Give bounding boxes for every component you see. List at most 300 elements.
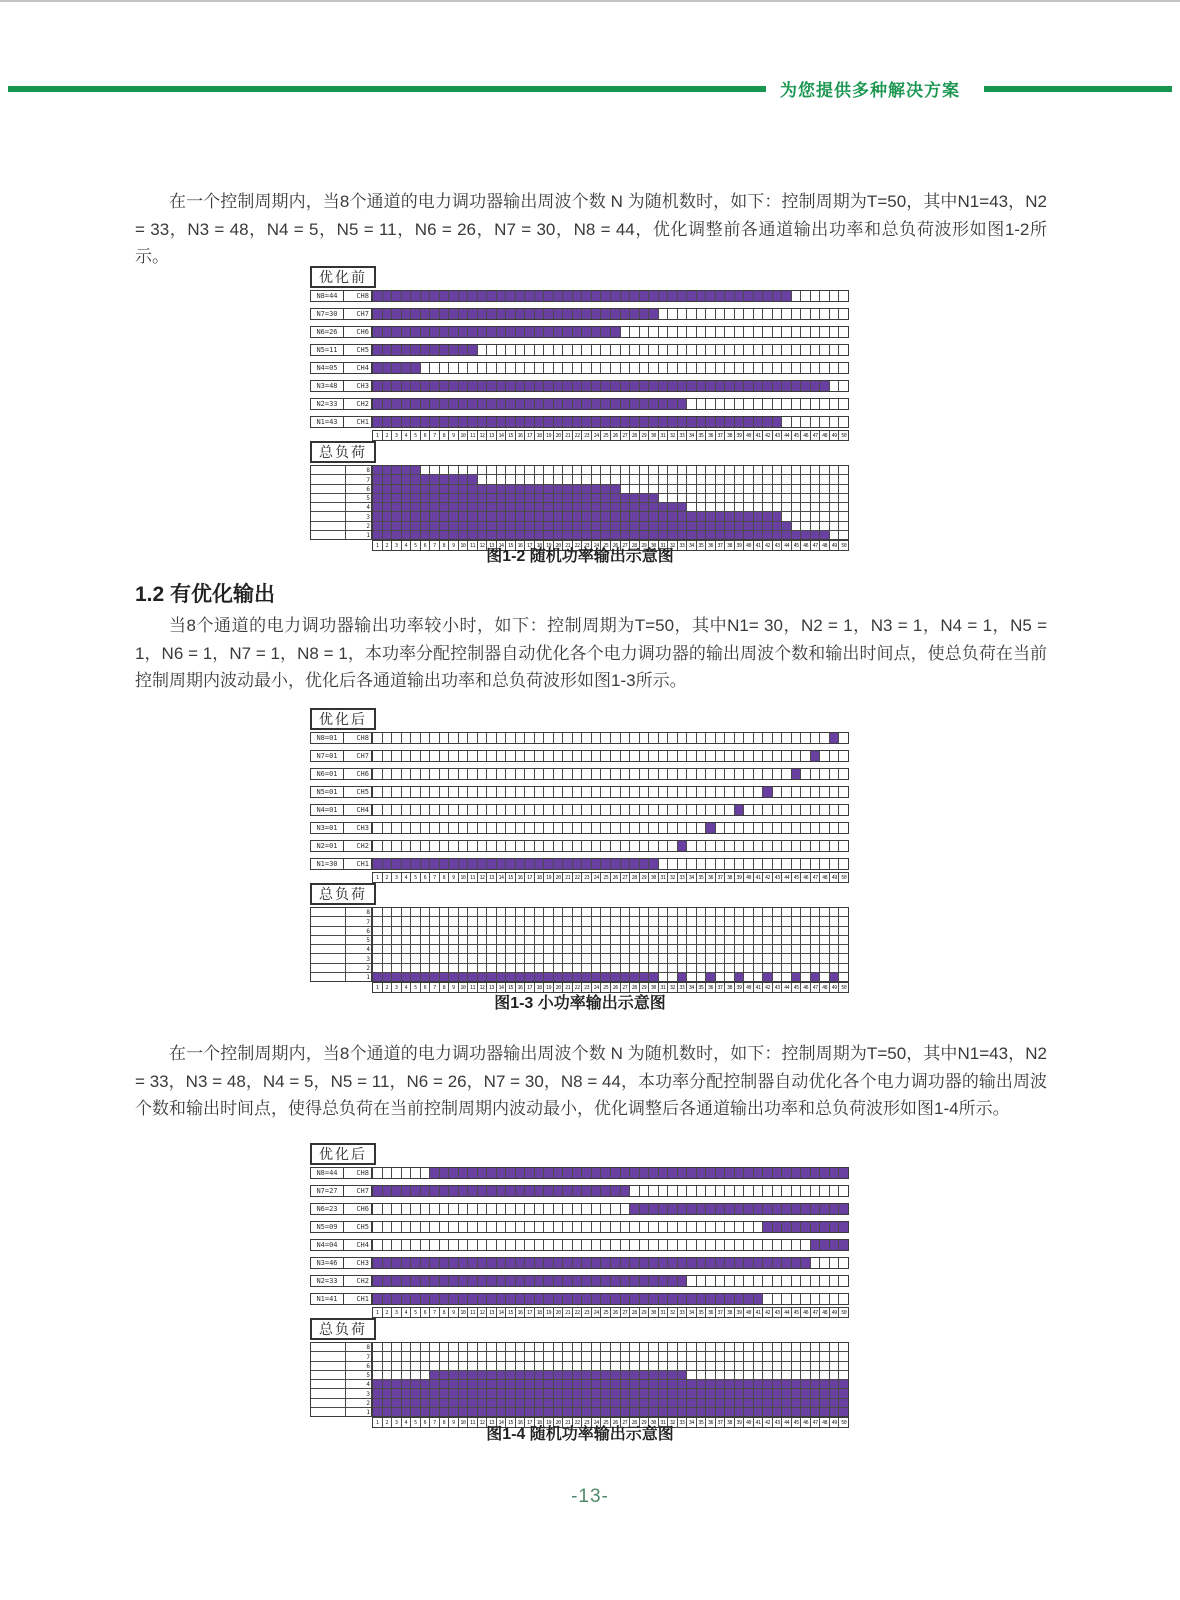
load-cell [468,522,477,530]
axis-cell: 24 [593,1419,599,1426]
cycle-cell [820,1276,829,1286]
cycle-cell [440,291,449,301]
load-cell [421,1380,430,1388]
load-cell [725,908,734,916]
load-cell [801,1389,810,1397]
cycle-cell [611,1258,620,1268]
cycle-cell [725,309,734,319]
cycle-cell [801,399,810,409]
axis-cell: 36 [707,984,713,991]
cycle-cell [573,823,582,833]
load-cell [782,485,791,493]
load-cell [706,1352,715,1360]
load-cell [592,1408,601,1416]
cycle-cell [649,841,658,851]
load-cell [468,973,477,981]
load-cell [582,1371,591,1379]
cycle-cell [525,841,534,851]
cycle-cell [421,841,430,851]
load-cell [801,485,810,493]
load-cell [621,927,630,935]
axis-cell: 45 [793,1419,799,1426]
load-cell [459,466,468,474]
load-cell [668,1343,677,1351]
cycle-cell [839,381,848,391]
axis-cell: 49 [831,542,837,549]
axis-cell: 19 [546,1309,552,1316]
cycle-cell [430,787,439,797]
cycle-cell [801,1168,810,1178]
cycle-cell [449,291,458,301]
load-cell [706,494,715,502]
load-cell [411,917,420,925]
cycle-cell [668,1276,677,1286]
axis-cell: 22 [574,432,580,439]
cycle-cell [782,733,791,743]
load-cell [621,466,630,474]
load-cell [478,954,487,962]
cycle-cell [582,417,591,427]
cycle-cell [383,381,392,391]
load-cell [830,927,839,935]
cycle-cell [754,841,763,851]
load-cell [468,917,477,925]
channel-row [310,398,849,410]
cycle-cell [535,733,544,743]
load-cell [668,945,677,953]
load-cell [735,466,744,474]
cycle-cell [582,859,591,869]
axis-cell: 20 [555,432,561,439]
load-cell [525,945,534,953]
load-cell [839,927,848,935]
load-cell [621,1408,630,1416]
axis-cell: 40 [746,1419,752,1426]
load-cell [563,466,572,474]
load-cell [478,512,487,520]
load-cell [544,954,553,962]
load-cell [592,1352,601,1360]
load-cell [373,1408,382,1416]
cycle-cell [516,1294,525,1304]
load-cell [678,936,687,944]
load-cell [383,1362,392,1370]
channel-ch-label: CH3 [344,822,372,834]
load-cell [678,1399,687,1407]
axis-cell: 5 [411,983,420,992]
cycle-cell [525,363,534,373]
load-label-spacer [311,973,345,981]
load-cell [697,973,706,981]
load-cell [592,1343,601,1351]
axis-cell: 14 [498,1309,504,1316]
cycle-cell [440,1294,449,1304]
cycle-cell [820,841,829,851]
cycle-cell [792,859,801,869]
cycle-cell [792,805,801,815]
cycle-cell [554,417,563,427]
load-cell [649,494,658,502]
cycle-cell [592,399,601,409]
cycle-cell [687,345,696,355]
load-cell [554,954,563,962]
load-cell [725,1380,734,1388]
cycle-cell [468,787,477,797]
cycle-cell [697,1276,706,1286]
load-cell [402,973,411,981]
cycle-cell [535,1168,544,1178]
cycle-cell [497,1276,506,1286]
cycle-cell [839,787,848,797]
load-cell [754,927,763,935]
cycle-cell [582,363,591,373]
load-cell [697,503,706,511]
load-cell [659,531,668,539]
cycle-cell [611,787,620,797]
load-cell [706,522,715,530]
load-cell [668,927,677,935]
cycle-cell [601,1186,610,1196]
load-cell [735,964,744,972]
axis-cell: 8 [440,983,449,992]
cycle-cell [421,327,430,337]
cycle-cell [373,805,382,815]
load-cell [430,945,439,953]
load-cell [621,973,630,981]
cycle-cell [525,769,534,779]
cycle-cell [592,733,601,743]
cycle-cell [725,327,734,337]
load-cell [411,466,420,474]
load-cell [754,973,763,981]
cycle-cell [716,291,725,301]
cycle-cell [687,1240,696,1250]
load-label-spacer [311,494,345,502]
load-cell [659,485,668,493]
axis-cell: 2 [383,983,392,992]
load-cell [640,964,649,972]
load-label-spacer [311,954,345,962]
load-cell [763,927,772,935]
load-cell [782,1343,791,1351]
cycle-cell [468,805,477,815]
load-cell [792,1362,801,1370]
cycle-cell [820,733,829,743]
load-cell [573,494,582,502]
axis-cell: 14 [498,542,504,549]
cycle-cell [792,399,801,409]
load-cell [792,964,801,972]
cycle-cell [621,841,630,851]
axis-cell: 37 [717,432,723,439]
cycle-cell [525,345,534,355]
load-cell [716,1362,725,1370]
load-level-cell: 2 [346,1399,371,1407]
load-level-cell: 2 [346,964,371,972]
load-cell [468,1352,477,1360]
cycle-cell [478,823,487,833]
load-cell [725,936,734,944]
load-cell [601,954,610,962]
cycle-cell [383,1186,392,1196]
load-cell [773,485,782,493]
cycle-cell [839,805,848,815]
load-label-spacer [311,1362,345,1370]
axis-cell: 6 [421,873,430,882]
load-cell [506,531,515,539]
load-cell [659,494,668,502]
load-cell [497,936,506,944]
cycle-cell [754,327,763,337]
load-cell [716,1371,725,1379]
axis-cell: 42 [765,542,771,549]
cycle-cell [706,1258,715,1268]
axis-cell: 25 [603,1309,609,1316]
axis-cell: 46 [803,874,809,881]
cycle-cell [573,733,582,743]
cycle-cell [773,1258,782,1268]
cycle-cell [440,381,449,391]
cycle-cell [649,751,658,761]
cycle-cell [535,1204,544,1214]
load-cell [573,466,582,474]
load-cell [611,1371,620,1379]
load-cell [459,512,468,520]
cycle-cell [373,381,382,391]
load-cell [801,954,810,962]
cycle-cell [582,1168,591,1178]
cycle-cell [630,841,639,851]
load-cell [478,531,487,539]
axis-cell: 26 [612,1309,618,1316]
load-cell [621,936,630,944]
axis-cell: 33 [679,874,685,881]
load-cell [678,945,687,953]
cycle-cell [573,309,582,319]
load-cell [744,1343,753,1351]
load-cell [801,964,810,972]
load-cell [782,475,791,483]
load-cell-grid [372,907,849,982]
load-cell [820,1371,829,1379]
cycle-cell [687,381,696,391]
load-cell [506,908,515,916]
cycle-cell [373,1240,382,1250]
load-cell [640,1343,649,1351]
cycle-cell [697,1294,706,1304]
load-cell [430,973,439,981]
cycle-cell [525,327,534,337]
load-cell [468,466,477,474]
load-cell [421,1362,430,1370]
cycle-cell [373,751,382,761]
load-cell [582,936,591,944]
cycle-cell [773,1240,782,1250]
load-cell [563,1389,572,1397]
load-cell [392,927,401,935]
cycle-cell [611,1222,620,1232]
cycle-cell [649,291,658,301]
cycle-cell [630,787,639,797]
cycle-cell [506,417,515,427]
cycle-cell [706,805,715,815]
axis-cell: 12 [479,542,485,549]
cycle-cell [754,1222,763,1232]
axis-cell: 14 [498,1419,504,1426]
cycle-cell [392,841,401,851]
cycle-cell [668,823,677,833]
cycle-cell [592,1222,601,1232]
load-cell [582,531,591,539]
cycle-cell [430,345,439,355]
cycle-cell [630,1168,639,1178]
load-cell [725,494,734,502]
cycle-cell [830,417,839,427]
cycle-cell [716,1222,725,1232]
cycle-cell [449,309,458,319]
load-cell [497,1399,506,1407]
page-number: -13- [571,1486,609,1507]
cycle-cell [811,399,820,409]
cycle-cell [640,859,649,869]
cycle-cell [506,381,515,391]
channel-row [310,1185,849,1197]
load-cell [668,475,677,483]
channel-ch-label: CH2 [344,1275,372,1287]
cycle-cell [621,399,630,409]
load-cell [506,1408,515,1416]
load-cell [678,927,687,935]
load-cell [402,917,411,925]
channel-n-label: N3=48 [310,380,344,392]
cycle-cell [440,1186,449,1196]
load-cell [459,475,468,483]
cycle-cell [563,787,572,797]
cycle-cell [630,291,639,301]
axis-cell: 28 [631,984,637,991]
cycle-cell [544,291,553,301]
load-cell [725,503,734,511]
cycle-cell [687,859,696,869]
load-cell [744,927,753,935]
load-cell [754,503,763,511]
load-cell [383,945,392,953]
load-cell [411,1362,420,1370]
cycle-cell [421,381,430,391]
cycle-cell [554,363,563,373]
cycle-cell [801,291,810,301]
axis-cell: 46 [803,984,809,991]
cycle-cell [592,859,601,869]
cycle-cell [839,823,848,833]
load-cell [630,1408,639,1416]
load-cell [611,512,620,520]
cycle-cell [773,1204,782,1214]
load-cell [640,475,649,483]
load-cell [716,917,725,925]
cycle-cell [621,1276,630,1286]
load-row-label-grid [310,465,372,540]
load-cell [820,1362,829,1370]
load-cell [383,964,392,972]
load-cell [773,954,782,962]
cycle-cell [659,841,668,851]
cycle-cell [449,841,458,851]
load-cell [611,954,620,962]
load-cell [449,936,458,944]
cycle-cell [830,751,839,761]
cycle-cell [402,751,411,761]
load-cell [573,475,582,483]
cycle-cell [744,363,753,373]
cycle-cell [459,1204,468,1214]
cycle-cell [754,345,763,355]
cycle-cell [763,1240,772,1250]
cycle-cell [383,291,392,301]
cycle-cell [763,1294,772,1304]
load-cell [544,936,553,944]
cycle-cell [801,751,810,761]
axis-cell: 26 [612,1419,618,1426]
axis-cell: 43 [774,432,780,439]
cycle-cell [506,1222,515,1232]
load-cell [516,1408,525,1416]
load-cell [478,494,487,502]
axis-cell: 4 [402,541,411,550]
load-cell [449,1362,458,1370]
cycle-cell [621,327,630,337]
load-cell [411,1371,420,1379]
load-cell [744,945,753,953]
load-cell [811,927,820,935]
cycle-cell [430,823,439,833]
cycle-cell [830,859,839,869]
load-cell [487,531,496,539]
axis-cell: 30 [650,432,656,439]
load-cell [801,945,810,953]
cycle-cell [697,381,706,391]
load-cell [402,936,411,944]
cycle-cell [411,823,420,833]
axis-cell: 39 [736,1309,742,1316]
load-cell [678,1389,687,1397]
axis-cell: 14 [498,984,504,991]
cycle-cell [830,1186,839,1196]
channel-rows [310,1167,849,1305]
load-cell [468,512,477,520]
cycle-cell [773,1294,782,1304]
cycle-cell [735,327,744,337]
load-cell [763,531,772,539]
cycle-cell [373,769,382,779]
load-cell [830,503,839,511]
cycle-cell [411,1168,420,1178]
load-cell [735,927,744,935]
axis-cell: 1 [373,1418,382,1427]
cycle-cell [468,751,477,761]
load-cell [649,927,658,935]
cycle-cell [811,841,820,851]
cycle-cell [754,823,763,833]
load-cell [516,954,525,962]
cycle-cell [830,309,839,319]
load-cell [735,936,744,944]
load-cell [630,1362,639,1370]
cycle-cell [592,1294,601,1304]
load-cell [411,494,420,502]
load-cell [411,936,420,944]
load-cell [792,531,801,539]
